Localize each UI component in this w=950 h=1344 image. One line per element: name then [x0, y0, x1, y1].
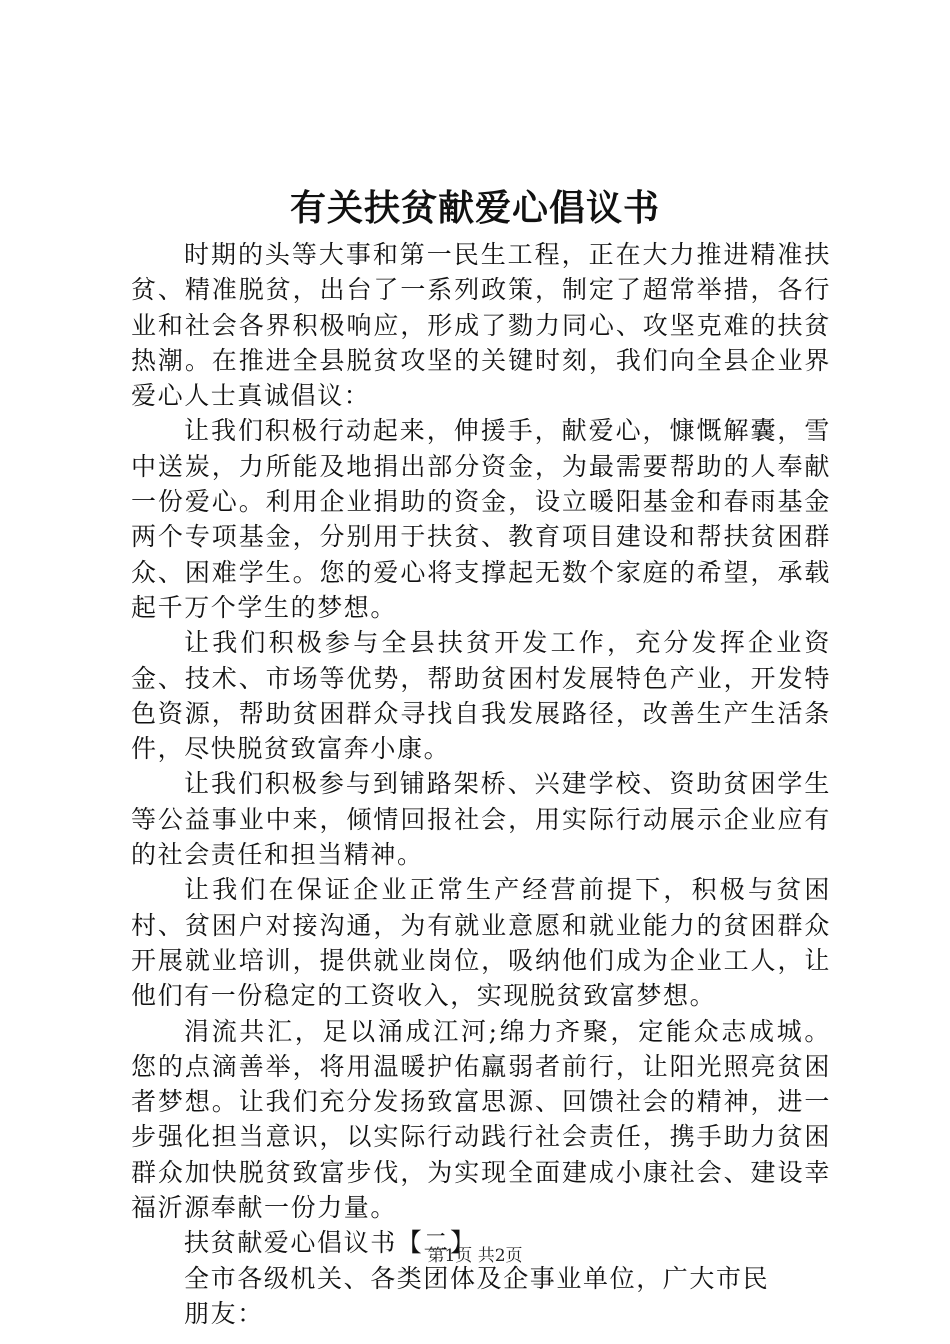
paragraph-intro: 时期的头等大事和第一民生工程，正在大力推进精准扶贫、精准脱贫，出台了一系列政策，制定了超常举措，各行业和社会各界积极响应，形成了勠力同心、攻坚克难的扶贫热潮。在推进全县脱贫攻坚的关键时刻，我们向全县企业界爱心人士真诚倡议： — [131, 240, 831, 411]
paragraph-employment: 让我们在保证企业正常生产经营前提下，积极与贫困村、贫困户对接沟通，为有就业意愿和就业能力的贫困群众开展就业培训，提供就业岗位，吸纳他们成为企业工人，让他们有一份稳定的工资收入，实现脱贫致富梦想。 — [131, 875, 831, 1011]
paragraph-closing: 涓流共汇，足以涌成江河;绵力齐聚，定能众志成城。您的点滴善举，将用温暖护佑羸弱者前行，让阳光照亮贫困者梦想。让我们充分发扬致富思源、回馈社会的精神，进一步强化担当意识，以实际行动践行社会责任，携手助力贫困群众加快脱贫致富步伐，为实现全面建成小康社会、建设幸福沂源奉献一份力量。 — [131, 1016, 831, 1223]
salutation-line-1: 全市各级机关、各类团体及企事业单位，广大市民 — [184, 1263, 770, 1293]
page-footer: 第1页 共2页 — [427, 1246, 523, 1266]
document-body — [131, 237, 831, 1331]
paragraph-public-welfare: 让我们积极参与到铺路架桥、兴建学校、资助贫困学生等公益事业中来，倾情回报社会，用实际行动展示企业应有的社会责任和担当精神。 — [131, 769, 831, 870]
document-title: 有关扶贫献爱心倡议书 — [289, 187, 660, 229]
section-heading: 扶贫献爱心倡议书【二】 — [184, 1228, 477, 1258]
paragraph-donation: 让我们积极行动起来，伸援手，献爱心，慷慨解囊，雪中送炭，力所能及地捐出部分资金，为最需要帮助的人奉献一份爱心。利用企业捐助的资金，设立暖阳基金和春雨基金两个专项基金，分别用于扶贫、教育项目建设和帮扶贫困群众、困难学生。您的爱心将支撑起无数个家庭的希望，承载起千万个学生的梦想。 — [131, 416, 831, 622]
paragraph-development: 让我们积极参与全县扶贫开发工作，充分发挥企业资金、技术、市场等优势，帮助贫困村发展特色产业，开发特色资源，帮助贫困群众寻找自我发展路径，改善生产生活条件，尽快脱贫致富奔小康。 — [131, 628, 831, 764]
salutation-line-2: 朋友： — [184, 1298, 264, 1328]
